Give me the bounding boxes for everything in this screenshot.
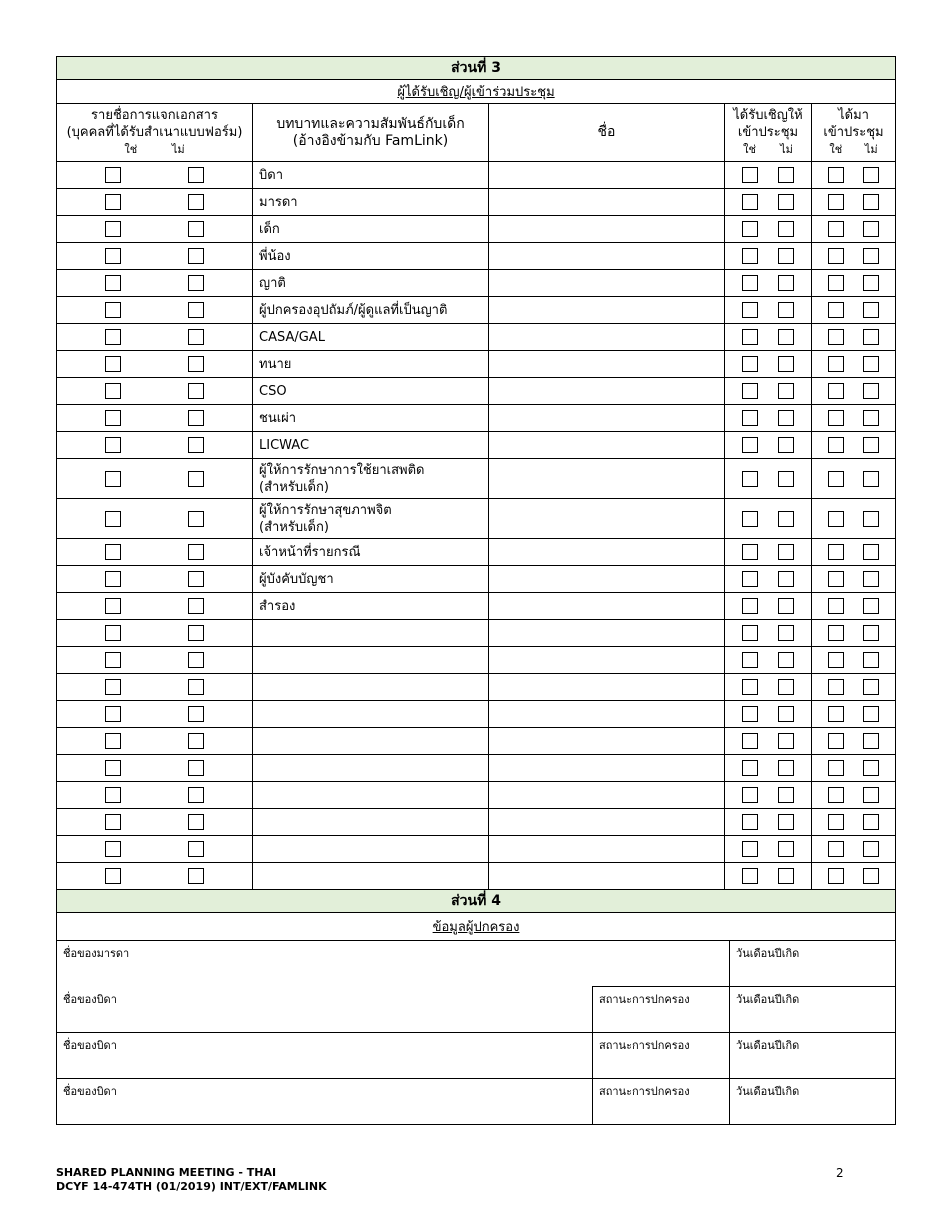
section4-table xyxy=(56,940,896,1125)
distribution-yes-checkbox[interactable] xyxy=(105,248,121,264)
role-label: สำรอง xyxy=(253,593,489,620)
attended-no-checkbox[interactable] xyxy=(863,194,879,210)
distribution-yes-checkbox[interactable] xyxy=(105,625,121,641)
attended-yes-checkbox[interactable] xyxy=(828,194,844,210)
role-label: เด็ก xyxy=(253,216,489,243)
invited-no-checkbox[interactable] xyxy=(778,356,794,372)
distribution-no-checkbox[interactable] xyxy=(188,625,204,641)
role-label: CASA/GAL xyxy=(253,324,489,351)
attended-yes-checkbox[interactable] xyxy=(828,275,844,291)
attended-no-checkbox[interactable] xyxy=(863,733,879,749)
invited-no-checkbox[interactable] xyxy=(778,679,794,695)
invited-no-checkbox[interactable] xyxy=(778,437,794,453)
attended-no-checkbox[interactable] xyxy=(863,679,879,695)
distribution-yes-checkbox[interactable] xyxy=(105,302,121,318)
invited-no-checkbox[interactable] xyxy=(778,302,794,318)
attended-yes-checkbox[interactable] xyxy=(828,679,844,695)
attended-yes-checkbox[interactable] xyxy=(828,221,844,237)
attended-yes-checkbox[interactable] xyxy=(828,625,844,641)
attended-no-checkbox[interactable] xyxy=(863,868,879,884)
distribution-no-checkbox[interactable] xyxy=(188,383,204,399)
distribution-no-checkbox[interactable] xyxy=(188,167,204,183)
invited-no-checkbox[interactable] xyxy=(778,652,794,668)
invited-yes-checkbox[interactable] xyxy=(742,167,758,183)
distribution-yes-checkbox[interactable] xyxy=(105,841,121,857)
role-label xyxy=(253,701,489,728)
invited-yes-checkbox[interactable] xyxy=(742,410,758,426)
invited-yes-checkbox[interactable] xyxy=(742,679,758,695)
attended-yes-checkbox[interactable] xyxy=(828,471,844,487)
attendee-row xyxy=(57,243,896,270)
invited-no-checkbox[interactable] xyxy=(778,471,794,487)
invited-yes-checkbox[interactable] xyxy=(742,868,758,884)
attendee-row xyxy=(57,405,896,432)
role-label xyxy=(253,620,489,647)
distribution-yes-checkbox[interactable] xyxy=(105,511,121,527)
distribution-no-checkbox[interactable] xyxy=(188,544,204,560)
distribution-header: รายชื่อการแจกเอกสาร (บุคคลที่ได้รับสำเนาแบบฟอร์ม) ใช่ ไม่ xyxy=(57,104,253,162)
attendee-name-field[interactable] xyxy=(489,701,725,728)
invited-no-checkbox[interactable] xyxy=(778,221,794,237)
distribution-yes-checkbox[interactable] xyxy=(105,733,121,749)
invited-yes-checkbox[interactable] xyxy=(742,302,758,318)
role-label xyxy=(253,782,489,809)
attended-no-checkbox[interactable] xyxy=(863,437,879,453)
invited-no-checkbox[interactable] xyxy=(778,868,794,884)
attended-yes-checkbox[interactable] xyxy=(828,410,844,426)
attended-yes-checkbox[interactable] xyxy=(828,302,844,318)
invited-no-checkbox[interactable] xyxy=(778,248,794,264)
distribution-yes-checkbox[interactable] xyxy=(105,383,121,399)
invited-yes-checkbox[interactable] xyxy=(742,437,758,453)
invited-no-checkbox[interactable] xyxy=(778,410,794,426)
attended-no-checkbox[interactable] xyxy=(863,471,879,487)
section3-table xyxy=(56,56,896,941)
mother-birthdate-field[interactable]: วันเดือนปีเกิด xyxy=(730,941,896,987)
distribution-yes-checkbox[interactable] xyxy=(105,598,121,614)
attended-no-checkbox[interactable] xyxy=(863,814,879,830)
attended-yes-checkbox[interactable] xyxy=(828,544,844,560)
invited-no-checkbox[interactable] xyxy=(778,787,794,803)
distribution-yes-checkbox[interactable] xyxy=(105,356,121,372)
parental-status-field-2[interactable]: สถานะการปกครอง xyxy=(593,1033,730,1079)
distribution-yes-checkbox[interactable] xyxy=(105,410,121,426)
attended-yes-checkbox[interactable] xyxy=(828,356,844,372)
distribution-yes-checkbox[interactable] xyxy=(105,652,121,668)
invited-no-checkbox[interactable] xyxy=(778,383,794,399)
distribution-no-checkbox[interactable] xyxy=(188,511,204,527)
attendee-row xyxy=(57,620,896,647)
father-birthdate-field-1[interactable]: วันเดือนปีเกิด xyxy=(730,987,896,1033)
attendee-row xyxy=(57,216,896,243)
role-label: CSO xyxy=(253,378,489,405)
invited-yes-checkbox[interactable] xyxy=(742,706,758,722)
attendee-name-field[interactable] xyxy=(489,674,725,701)
distribution-yes-checkbox[interactable] xyxy=(105,329,121,345)
attendee-name-field[interactable] xyxy=(489,243,725,270)
invited-yes-checkbox[interactable] xyxy=(742,221,758,237)
role-label: ทนาย xyxy=(253,351,489,378)
attendee-name-field[interactable] xyxy=(489,863,725,890)
invited-yes-checkbox[interactable] xyxy=(742,652,758,668)
role-label xyxy=(253,755,489,782)
invited-yes-checkbox[interactable] xyxy=(742,760,758,776)
attended-no-checkbox[interactable] xyxy=(863,302,879,318)
attended-yes-checkbox[interactable] xyxy=(828,571,844,587)
attended-header: ได้มา เข้าประชุม ใช่ ไม่ xyxy=(812,104,896,162)
invited-yes-checkbox[interactable] xyxy=(742,383,758,399)
attended-no-checkbox[interactable] xyxy=(863,787,879,803)
attendee-name-field[interactable] xyxy=(489,405,725,432)
attended-yes-checkbox[interactable] xyxy=(828,706,844,722)
attendee-name-field[interactable] xyxy=(489,459,725,499)
attended-yes-checkbox[interactable] xyxy=(828,787,844,803)
invited-yes-checkbox[interactable] xyxy=(742,598,758,614)
invited-yes-checkbox[interactable] xyxy=(742,625,758,641)
distribution-yes-checkbox[interactable] xyxy=(105,760,121,776)
role-label: มารดา xyxy=(253,189,489,216)
distribution-no-checkbox[interactable] xyxy=(188,571,204,587)
attendee-row xyxy=(57,324,896,351)
distribution-no-checkbox[interactable] xyxy=(188,437,204,453)
parental-status-field-3[interactable]: สถานะการปกครอง xyxy=(593,1079,730,1125)
attended-yes-checkbox[interactable] xyxy=(828,437,844,453)
invited-no-checkbox[interactable] xyxy=(778,275,794,291)
distribution-no-checkbox[interactable] xyxy=(188,706,204,722)
attendee-row xyxy=(57,539,896,566)
distribution-no-checkbox[interactable] xyxy=(188,329,204,345)
attendee-row xyxy=(57,755,896,782)
attendee-name-field[interactable] xyxy=(489,620,725,647)
attendee-row xyxy=(57,728,896,755)
attendee-row xyxy=(57,459,896,499)
form-frame xyxy=(56,56,895,1125)
role-label: ผู้ปกครองอุปถัมภ์/ผู้ดูแลที่เป็นญาติ xyxy=(253,297,489,324)
attendee-name-field[interactable] xyxy=(489,162,725,189)
invited-no-checkbox[interactable] xyxy=(778,841,794,857)
invited-no-checkbox[interactable] xyxy=(778,814,794,830)
distribution-yes-checkbox[interactable] xyxy=(105,571,121,587)
attendee-name-field[interactable] xyxy=(489,297,725,324)
attendee-row xyxy=(57,782,896,809)
form-footer xyxy=(56,1166,327,1194)
attended-no-checkbox[interactable] xyxy=(863,275,879,291)
attended-yes-checkbox[interactable] xyxy=(828,760,844,776)
father-birthdate-field-2[interactable]: วันเดือนปีเกิด xyxy=(730,1033,896,1079)
attendee-name-field[interactable] xyxy=(489,809,725,836)
attendee-name-field[interactable] xyxy=(489,728,725,755)
distribution-yes-checkbox[interactable] xyxy=(105,471,121,487)
attended-no-checkbox[interactable] xyxy=(863,706,879,722)
attendee-name-field[interactable] xyxy=(489,647,725,674)
attended-no-checkbox[interactable] xyxy=(863,383,879,399)
attendee-row xyxy=(57,674,896,701)
invited-yes-checkbox[interactable] xyxy=(742,329,758,345)
distribution-no-checkbox[interactable] xyxy=(188,248,204,264)
distribution-yes-checkbox[interactable] xyxy=(105,706,121,722)
invited-no-checkbox[interactable] xyxy=(778,544,794,560)
attendee-name-field[interactable] xyxy=(489,270,725,297)
invited-yes-checkbox[interactable] xyxy=(742,814,758,830)
invited-no-checkbox[interactable] xyxy=(778,760,794,776)
invited-yes-checkbox[interactable] xyxy=(742,511,758,527)
attendee-row xyxy=(57,297,896,324)
invited-no-checkbox[interactable] xyxy=(778,167,794,183)
name-header: ชื่อ xyxy=(489,104,725,162)
attended-no-checkbox[interactable] xyxy=(863,329,879,345)
attendee-row xyxy=(57,162,896,189)
attended-no-checkbox[interactable] xyxy=(863,248,879,264)
role-label: บิดา xyxy=(253,162,489,189)
attended-no-checkbox[interactable] xyxy=(863,167,879,183)
invited-yes-checkbox[interactable] xyxy=(742,194,758,210)
parental-status-field-1[interactable]: สถานะการปกครอง xyxy=(593,987,730,1033)
attended-no-checkbox[interactable] xyxy=(863,544,879,560)
attendee-row xyxy=(57,378,896,405)
distribution-no-checkbox[interactable] xyxy=(188,275,204,291)
distribution-no-checkbox[interactable] xyxy=(188,221,204,237)
attendee-name-field[interactable] xyxy=(489,351,725,378)
attendee-name-field[interactable] xyxy=(489,755,725,782)
invited-yes-checkbox[interactable] xyxy=(742,733,758,749)
distribution-no-checkbox[interactable] xyxy=(188,814,204,830)
attended-yes-checkbox[interactable] xyxy=(828,511,844,527)
role-label xyxy=(253,647,489,674)
attended-no-checkbox[interactable] xyxy=(863,625,879,641)
section4-subtitle: ข้อมูลผู้ปกครอง xyxy=(432,920,520,935)
attended-no-checkbox[interactable] xyxy=(863,221,879,237)
distribution-yes-checkbox[interactable] xyxy=(105,167,121,183)
role-label: ผู้ให้การรักษาการใช้ยาเสพติด (สำหรับเด็ก) xyxy=(253,459,489,499)
attended-yes-checkbox[interactable] xyxy=(828,329,844,345)
attended-no-checkbox[interactable] xyxy=(863,652,879,668)
attendee-row xyxy=(57,647,896,674)
invited-yes-checkbox[interactable] xyxy=(742,275,758,291)
distribution-no-checkbox[interactable] xyxy=(188,471,204,487)
distribution-yes-checkbox[interactable] xyxy=(105,787,121,803)
invited-yes-checkbox[interactable] xyxy=(742,356,758,372)
distribution-yes-checkbox[interactable] xyxy=(105,437,121,453)
role-label: พี่น้อง xyxy=(253,243,489,270)
invited-yes-checkbox[interactable] xyxy=(742,787,758,803)
father-name-field-2[interactable]: ชื่อของบิดา xyxy=(57,1033,593,1079)
role-label xyxy=(253,809,489,836)
attendee-name-field[interactable] xyxy=(489,566,725,593)
attended-no-checkbox[interactable] xyxy=(863,598,879,614)
role-label xyxy=(253,863,489,890)
role-label: ผู้บังคับบัญชา xyxy=(253,566,489,593)
attendee-name-field[interactable] xyxy=(489,189,725,216)
invited-no-checkbox[interactable] xyxy=(778,706,794,722)
attendee-row xyxy=(57,809,896,836)
attended-yes-checkbox[interactable] xyxy=(828,841,844,857)
attended-no-checkbox[interactable] xyxy=(863,571,879,587)
invited-no-checkbox[interactable] xyxy=(778,511,794,527)
distribution-no-checkbox[interactable] xyxy=(188,302,204,318)
invited-yes-checkbox[interactable] xyxy=(742,471,758,487)
distribution-no-checkbox[interactable] xyxy=(188,760,204,776)
section3-subtitle: ผู้ได้รับเชิญ/ผู้เข้าร่วมประชุม xyxy=(397,85,555,100)
role-label xyxy=(253,836,489,863)
attended-yes-checkbox[interactable] xyxy=(828,868,844,884)
attendee-row xyxy=(57,351,896,378)
father-name-field-3[interactable]: ชื่อของบิดา xyxy=(57,1079,593,1125)
attended-yes-checkbox[interactable] xyxy=(828,652,844,668)
attended-no-checkbox[interactable] xyxy=(863,356,879,372)
attendee-name-field[interactable] xyxy=(489,499,725,539)
distribution-no-checkbox[interactable] xyxy=(188,194,204,210)
distribution-no-checkbox[interactable] xyxy=(188,410,204,426)
attended-yes-checkbox[interactable] xyxy=(828,814,844,830)
attendee-row xyxy=(57,189,896,216)
invited-no-checkbox[interactable] xyxy=(778,625,794,641)
attended-yes-checkbox[interactable] xyxy=(828,248,844,264)
invited-header: ได้รับเชิญให้ เข้าประชุม ใช่ ไม่ xyxy=(725,104,812,162)
mother-name-field[interactable]: ชื่อของมารดา xyxy=(57,941,730,987)
distribution-no-checkbox[interactable] xyxy=(188,841,204,857)
attended-no-checkbox[interactable] xyxy=(863,410,879,426)
father-birthdate-field-3[interactable]: วันเดือนปีเกิด xyxy=(730,1079,896,1125)
father-name-field-1[interactable]: ชื่อของบิดา xyxy=(57,987,593,1033)
attendee-name-field[interactable] xyxy=(489,593,725,620)
attended-yes-checkbox[interactable] xyxy=(828,733,844,749)
distribution-no-checkbox[interactable] xyxy=(188,652,204,668)
role-label: LICWAC xyxy=(253,432,489,459)
invited-yes-checkbox[interactable] xyxy=(742,544,758,560)
attendee-row xyxy=(57,701,896,728)
role-label: ผู้ให้การรักษาสุขภาพจิต (สำหรับเด็ก) xyxy=(253,499,489,539)
distribution-no-checkbox[interactable] xyxy=(188,356,204,372)
attendee-name-field[interactable] xyxy=(489,539,725,566)
attendee-row xyxy=(57,432,896,459)
attendee-name-field[interactable] xyxy=(489,782,725,809)
attended-yes-checkbox[interactable] xyxy=(828,383,844,399)
invited-no-checkbox[interactable] xyxy=(778,571,794,587)
role-label: ชนเผ่า xyxy=(253,405,489,432)
footer-form-id: DCYF 14-474TH (01/2019) INT/EXT/FAMLINK xyxy=(56,1180,327,1193)
distribution-yes-checkbox[interactable] xyxy=(105,275,121,291)
attendee-row xyxy=(57,836,896,863)
role-label: ญาติ xyxy=(253,270,489,297)
distribution-yes-checkbox[interactable] xyxy=(105,814,121,830)
attendee-row xyxy=(57,566,896,593)
attended-no-checkbox[interactable] xyxy=(863,841,879,857)
page-number: 2 xyxy=(836,1166,844,1180)
attendee-name-field[interactable] xyxy=(489,378,725,405)
attendee-name-field[interactable] xyxy=(489,836,725,863)
invited-yes-checkbox[interactable] xyxy=(742,841,758,857)
attendee-name-field[interactable] xyxy=(489,216,725,243)
distribution-yes-checkbox[interactable] xyxy=(105,544,121,560)
distribution-yes-checkbox[interactable] xyxy=(105,679,121,695)
footer-title: SHARED PLANNING MEETING - THAI xyxy=(56,1166,277,1179)
attended-yes-checkbox[interactable] xyxy=(828,598,844,614)
section4-title: ส่วนที่ 4 xyxy=(57,890,896,913)
role-header: บทบาทและความสัมพันธ์กับเด็ก (อ้างอิงข้ามกับ FamLink) xyxy=(253,104,489,162)
role-label: เจ้าหน้าที่รายกรณี xyxy=(253,539,489,566)
invited-yes-checkbox[interactable] xyxy=(742,571,758,587)
invited-no-checkbox[interactable] xyxy=(778,598,794,614)
attendee-row xyxy=(57,270,896,297)
distribution-yes-checkbox[interactable] xyxy=(105,868,121,884)
distribution-yes-checkbox[interactable] xyxy=(105,221,121,237)
invited-no-checkbox[interactable] xyxy=(778,194,794,210)
distribution-no-checkbox[interactable] xyxy=(188,868,204,884)
distribution-no-checkbox[interactable] xyxy=(188,598,204,614)
role-label xyxy=(253,674,489,701)
distribution-yes-checkbox[interactable] xyxy=(105,194,121,210)
distribution-no-checkbox[interactable] xyxy=(188,733,204,749)
invited-yes-checkbox[interactable] xyxy=(742,248,758,264)
invited-no-checkbox[interactable] xyxy=(778,733,794,749)
attendee-row xyxy=(57,499,896,539)
attended-no-checkbox[interactable] xyxy=(863,760,879,776)
distribution-no-checkbox[interactable] xyxy=(188,679,204,695)
invited-no-checkbox[interactable] xyxy=(778,329,794,345)
role-label xyxy=(253,728,489,755)
attended-no-checkbox[interactable] xyxy=(863,511,879,527)
attended-yes-checkbox[interactable] xyxy=(828,167,844,183)
attendee-name-field[interactable] xyxy=(489,324,725,351)
section3-title: ส่วนที่ 3 xyxy=(57,57,896,80)
distribution-no-checkbox[interactable] xyxy=(188,787,204,803)
attendee-row xyxy=(57,593,896,620)
attendee-name-field[interactable] xyxy=(489,432,725,459)
attendee-row xyxy=(57,863,896,890)
